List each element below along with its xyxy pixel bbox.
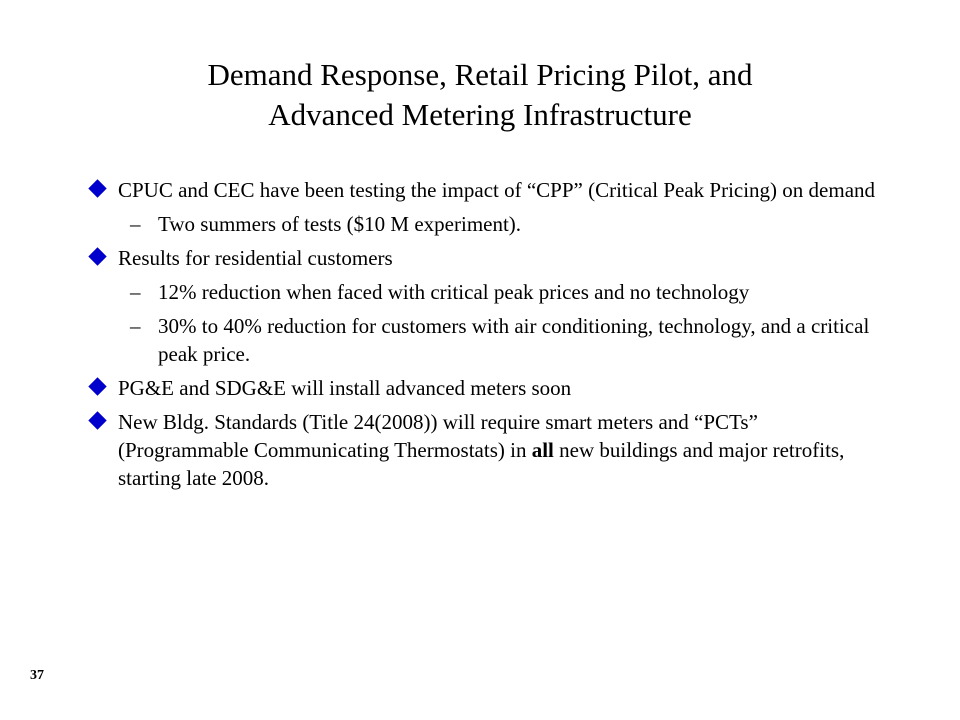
slide-title-line-1: Demand Response, Retail Pricing Pilot, and [207,57,753,92]
page-number: 37 [30,668,44,683]
slide-title-line-2: Advanced Metering Infrastructure [268,97,692,132]
diamond-bullet-icon [88,411,106,429]
slide-title [0,55,960,135]
bullet-text: Results for residential customers [118,246,393,270]
slide-body [90,176,880,498]
sub-bullet-two-summers [90,210,880,238]
sub-bullet-30-40-percent [90,312,880,368]
bullet-text-part-1: New Bldg. Standards (Title 24(2008)) will require smart meters and “PCTs” (Programmable Communicating Thermostats) in [118,410,758,462]
diamond-bullet-icon [88,179,106,197]
dash-bullet-icon: – [130,212,141,236]
bullet-cpuc-cec-testing [90,176,880,204]
bullet-text: CPUC and CEC have been testing the impact of “CPP” (Critical Peak Pricing) on demand [118,178,876,202]
sub-bullet-text: 12% reduction when faced with critical peak prices and no technology [158,280,750,304]
bullet-text-bold: all [531,438,554,462]
bullet-advanced-meters [90,374,880,402]
bullet-text: PG&E and SDG&E will install advanced meters soon [118,376,572,400]
dash-bullet-icon: – [130,314,141,338]
sub-bullet-text: Two summers of tests ($10 M experiment). [158,212,522,236]
bullet-text-part-2: new buildings and major retrofits, starting late 2008. [118,438,845,490]
dash-bullet-icon: – [130,280,141,304]
sub-bullet-12-percent [90,278,880,306]
sub-bullet-text: 30% to 40% reduction for customers with air conditioning, technology, and a critical peak price. [158,314,870,366]
bullet-new-bldg-standards [90,408,880,492]
bullet-residential-results [90,244,880,272]
diamond-bullet-icon [88,377,106,395]
diamond-bullet-icon [88,247,106,265]
